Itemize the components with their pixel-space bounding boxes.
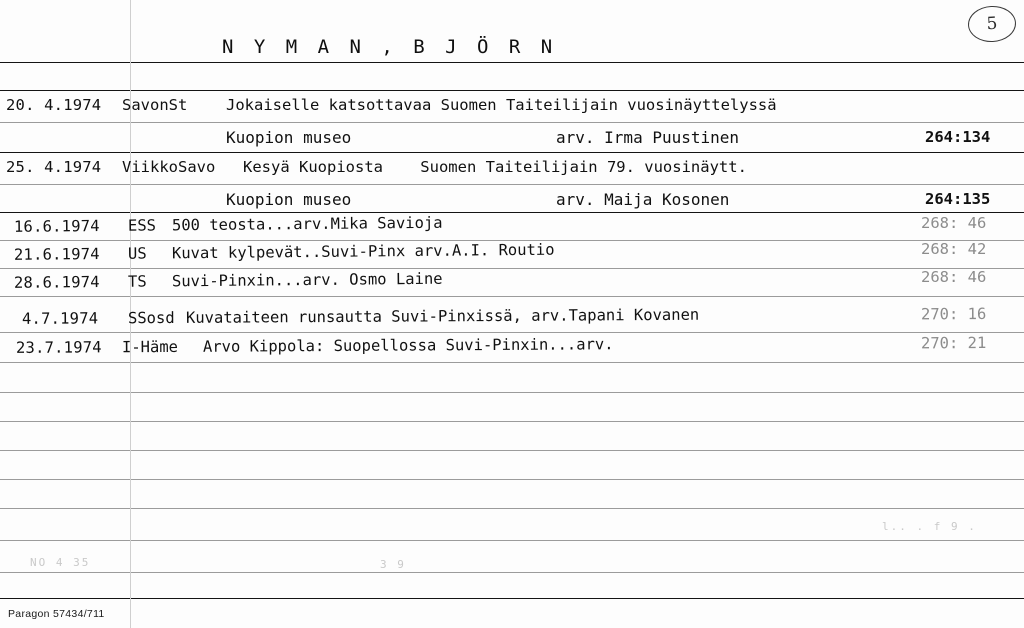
rule-header [0,62,1024,63]
rule-4 [0,184,1024,185]
entry-source: ViikkoSavo [122,158,216,176]
entry-title: 500 teosta...arv.Mika Savioja [171,213,443,235]
entry-reference: 270: 16 [920,304,987,324]
faint-mark-right: l.. . f 9 . [882,520,977,533]
faint-stamp-left: NO 4 35 [30,556,91,569]
rule-17 [0,572,1024,573]
entry-title: Kesyä Kuopiosta Suomen Taiteilijain 79. vuosinäytt. [243,158,747,176]
rule-16 [0,540,1024,541]
entry-date: 25. 4.1974 [6,158,102,176]
rule-14 [0,479,1024,480]
entry-title: Kuvat kylpevät..Suvi-Pinx arv.A.I. Routio [171,240,555,263]
rule-15 [0,508,1024,509]
entry-reviewer: arv. Maija Kosonen [556,190,730,209]
page-number-badge: 5 [967,5,1017,43]
entry-date: 20. 4.1974 [6,96,102,114]
entry-date: 16.6.1974 [13,217,100,236]
entry-date: 4.7.1974 [21,309,99,328]
form-imprint: Paragon 57434/711 [8,608,105,620]
entry-title: Jokaiselle katsottavaa Suomen Taiteilijain vuosinäyttelyssä [226,96,777,114]
entry-reference: 268: 42 [921,240,987,258]
page-title: N Y M A N , B J Ö R N [222,36,557,58]
entry-title: Kuvataiteen runsautta Suvi-Pinxissä, arv.Tapani Kovanen [185,305,700,327]
rule-13 [0,450,1024,451]
entry-reference: 264:135 [925,190,991,208]
rule-bottom [0,598,1024,599]
entry-source: ESS [127,216,157,235]
entry-row [0,158,1024,184]
entry-source: SSosd [127,308,175,328]
entry-title: Arvo Kippola: Suopellossa Suvi-Pinxin...arv. [202,335,614,356]
entry-reference: 270: 21 [920,333,987,353]
entry-reference: 268: 46 [921,214,987,232]
faint-mark-middle: 3 9 [380,558,406,571]
entry-reference: 268: 46 [921,268,987,286]
entry-date: 28.6.1974 [13,273,100,292]
entry-source: SavonSt [122,96,188,114]
entry-place: Kuopion museo [226,128,352,147]
entry-source: US [127,244,147,263]
entry-reference: 264:134 [925,128,991,146]
rule-1 [0,90,1024,91]
rule-11 [0,392,1024,393]
entry-source: TS [127,272,147,291]
rule-2 [0,122,1024,123]
entry-place: Kuopion museo [226,190,352,209]
entry-row [0,333,1024,365]
entry-date: 23.7.1974 [15,338,102,357]
entry-date: 21.6.1974 [13,245,100,264]
entry-source: I-Häme [121,337,179,357]
rule-12 [0,421,1024,422]
entry-reviewer: arv. Irma Puustinen [556,128,740,147]
entry-row [0,96,1024,122]
entry-title: Suvi-Pinxin...arv. Osmo Laine [171,269,443,291]
entry-subrow [0,128,1024,154]
